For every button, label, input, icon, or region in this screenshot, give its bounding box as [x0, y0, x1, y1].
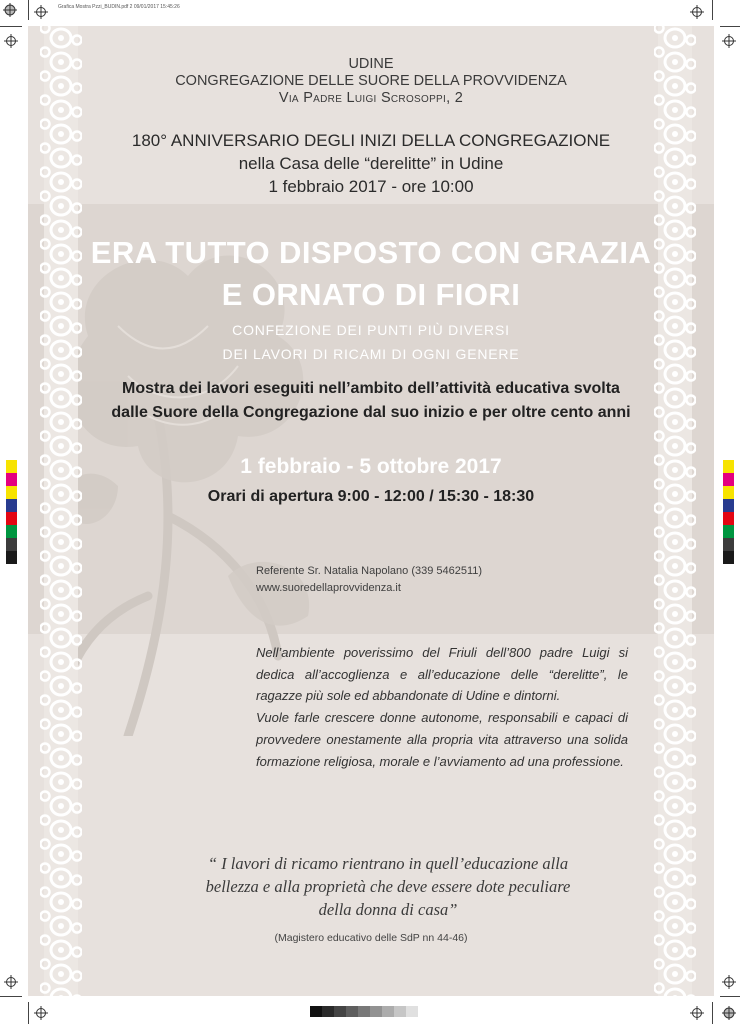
- trim-mark: [28, 0, 29, 20]
- color-swatch: [723, 486, 734, 499]
- trim-mark: [712, 0, 713, 20]
- trim-mark: [720, 996, 740, 997]
- color-swatch: [6, 473, 17, 486]
- gray-scale-bar: [310, 1006, 418, 1017]
- trim-mark: [28, 1002, 29, 1024]
- subtitle-line: CONFEZIONE DEI PUNTI PIÙ DIVERSI: [232, 322, 510, 338]
- gray-swatch: [322, 1006, 334, 1017]
- trim-mark: [720, 26, 740, 27]
- exhibition-dates: 1 febbraio - 5 ottobre 2017: [240, 455, 502, 478]
- contact-block: [256, 563, 482, 597]
- anniversary-line: nella Casa delle “derelitte” in Udine: [238, 154, 504, 173]
- gray-swatch: [382, 1006, 394, 1017]
- description-paragraph: Nell’ambiente poverissimo del Friuli dell’800 padre Luigi si dedica all’accoglienza e all’educazione delle “derelitte”, le ragazze più sole ed abbandonate di Udine e dintorni.: [256, 645, 628, 704]
- color-swatch: [6, 551, 17, 564]
- registration-mark-icon: [690, 5, 704, 19]
- registration-mark-icon: [34, 1006, 48, 1020]
- gray-swatch: [346, 1006, 358, 1017]
- gray-swatch: [334, 1006, 346, 1017]
- gray-swatch: [310, 1006, 322, 1017]
- trim-mark: [0, 26, 22, 27]
- main-title-line: E ORNATO DI FIORI: [221, 277, 521, 312]
- description-paragraph: Vuole farle crescere donne autonome, responsabili e capaci di provvedere onestamente alla propria vita attraverso una solida formazione religiosa, morale e l’avviamento ad una professione.: [256, 710, 628, 769]
- opening-hours: Orari di apertura 9:00 - 12:00 / 15:30 - 18:30: [207, 488, 535, 505]
- header-congregation: CONGREGAZIONE DELLE SUORE DELLA PROVVIDENZA: [175, 73, 567, 89]
- quote-block: [128, 852, 648, 921]
- exhibition-line: dalle Suore della Congregazione dal suo inizio e per oltre cento anni: [111, 404, 631, 421]
- gray-swatch: [394, 1006, 406, 1017]
- gray-swatch: [370, 1006, 382, 1017]
- color-swatch: [723, 512, 734, 525]
- header-address: Via Padre Luigi Scrosoppi, 2: [278, 90, 464, 106]
- contact-referent: Referente Sr. Natalia Napolano (339 5462511): [256, 565, 483, 577]
- color-swatch: [6, 525, 17, 538]
- anniversary-line: 1 febbraio 2017 - ore 10:00: [268, 177, 474, 196]
- anniversary-block: [28, 129, 714, 198]
- description-block: [256, 642, 628, 772]
- color-swatch: [6, 499, 17, 512]
- color-bar-left: [6, 460, 17, 564]
- registration-mark-icon: [690, 1006, 704, 1020]
- registration-mark-icon: [722, 975, 736, 989]
- registration-mark-icon: [722, 34, 736, 48]
- quote-line: bellezza e alla proprietà che deve essere dote peculiare: [205, 877, 571, 896]
- trim-mark: [0, 996, 22, 997]
- exhibition-description: [28, 377, 714, 425]
- quote-citation: (Magistero educativo delle SdP nn 44-46): [274, 932, 468, 944]
- color-swatch: [723, 460, 734, 473]
- registration-mark-icon: [722, 1006, 736, 1020]
- header-block: [28, 56, 714, 107]
- anniversary-line: 180° ANNIVERSARIO DEGLI INIZI DELLA CONGREGAZIONE: [131, 131, 611, 150]
- poster: [28, 26, 714, 996]
- color-swatch: [723, 499, 734, 512]
- registration-mark-icon: [34, 5, 48, 19]
- subtitle-line: DEI LAVORI DI RICAMI DI OGNI GENERE: [222, 346, 520, 362]
- main-title: [28, 232, 714, 316]
- color-swatch: [723, 551, 734, 564]
- header-city: UDINE: [348, 56, 394, 72]
- color-swatch: [723, 525, 734, 538]
- quote-line: della donna di casa”: [318, 900, 458, 919]
- color-swatch: [6, 460, 17, 473]
- exhibition-line: Mostra dei lavori eseguiti nell’ambito dell’attività educativa svolta: [122, 380, 620, 397]
- registration-mark-icon: [4, 34, 18, 48]
- contact-website[interactable]: www.suoredellaprovvidenza.it: [256, 582, 401, 594]
- registration-mark-icon: [4, 975, 18, 989]
- color-swatch: [723, 538, 734, 551]
- color-swatch: [6, 538, 17, 551]
- trim-mark: [712, 1002, 713, 1024]
- gray-swatch: [406, 1006, 418, 1017]
- quote-line: “ I lavori di ricamo rientrano in quell’educazione alla: [207, 854, 569, 873]
- color-swatch: [6, 512, 17, 525]
- gray-swatch: [358, 1006, 370, 1017]
- color-bar-right: [723, 460, 734, 564]
- subtitle: [28, 318, 714, 366]
- main-title-line: ERA TUTTO DISPOSTO CON GRAZIA: [90, 235, 652, 270]
- color-swatch: [723, 473, 734, 486]
- printer-slug: Grafica Mostra Pzzi_BUDIN.pdf 2 09/01/2017 15:45:26: [58, 4, 180, 10]
- registration-mark-icon: [3, 3, 17, 17]
- color-swatch: [6, 486, 17, 499]
